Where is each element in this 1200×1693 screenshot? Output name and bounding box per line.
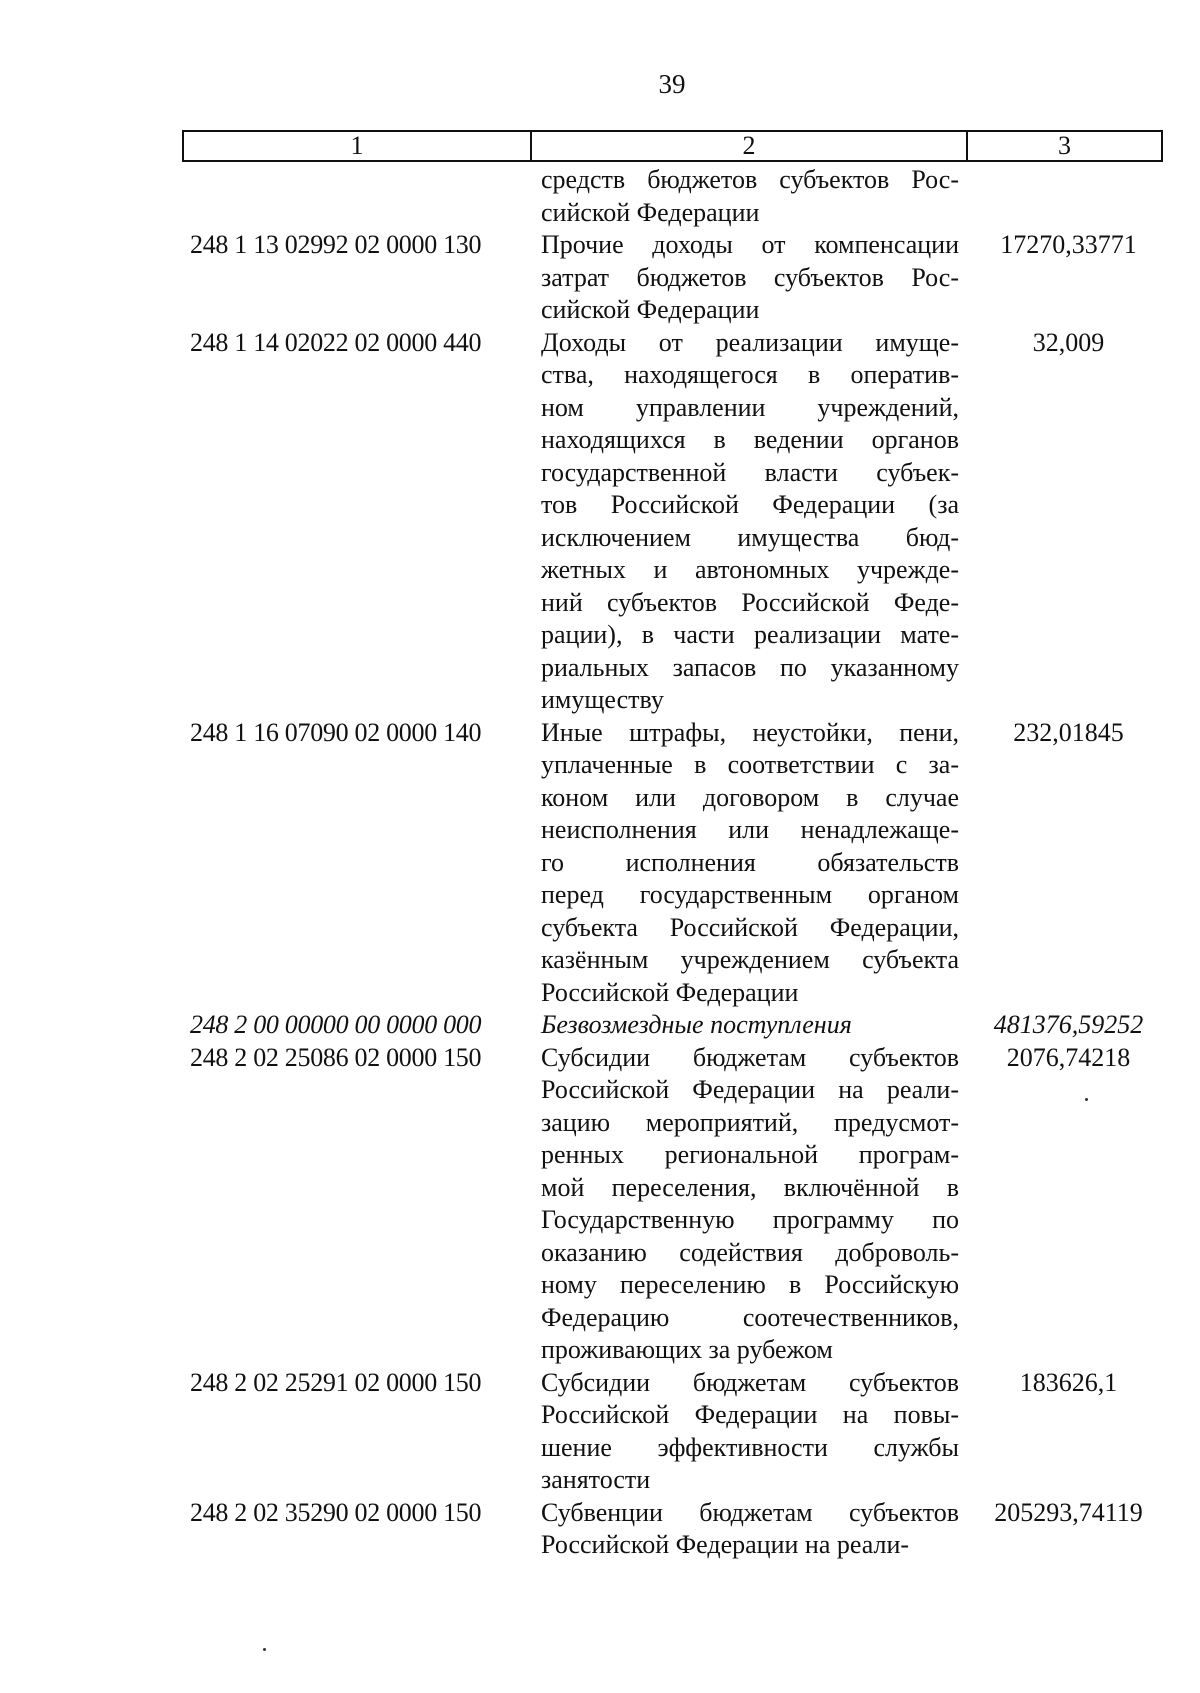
budget-code: 248 1 13 02992 02 0000 130 (190, 230, 482, 259)
description-line: государственной власти субъек- (541, 457, 959, 487)
description-line: коном или договором в случае (541, 782, 959, 812)
table-row (0, 164, 1200, 229)
amount-value: 481376,59252 (993, 1010, 1144, 1039)
description-line: ном управлении учреждений, (541, 392, 959, 422)
amount-value: 205293,74119 (994, 1497, 1143, 1527)
description-line: ний субъектов Российской Феде- (541, 587, 959, 617)
scan-speck (1085, 1098, 1088, 1101)
description-line: Иные штрафы, неустойки, пени, (541, 717, 959, 747)
description-line: зацию мероприятий, предусмот- (541, 1107, 959, 1137)
amount-value: 32,009 (1032, 327, 1105, 357)
page-number: 39 (658, 69, 686, 99)
income-description (541, 1042, 959, 1367)
description-line: Российской Федерации на повы- (541, 1400, 959, 1429)
description-line: Субвенции бюджетам субъектов (541, 1497, 959, 1527)
amount-value: 2076,74218 (1006, 1042, 1131, 1072)
table-row (0, 1367, 1200, 1497)
income-description (541, 164, 959, 229)
income-description (541, 717, 959, 1010)
budget-code: 248 2 00 00000 00 0000 000 (190, 1010, 482, 1039)
table-row (0, 1497, 1200, 1562)
income-description (541, 1497, 959, 1562)
description-line: ренных региональной програм- (541, 1140, 959, 1169)
description-line: субъекта Российской Федерации, (541, 912, 959, 942)
description-line: Субсидии бюджетам субъектов (541, 1042, 959, 1072)
description-line: Доходы от реализации имуще- (541, 327, 959, 357)
table-row (0, 229, 1200, 327)
column-header-2: 2 (532, 132, 968, 160)
description-line: неисполнения или ненадлежаще- (541, 815, 959, 844)
budget-code: 248 1 16 07090 02 0000 140 (190, 717, 482, 747)
description-line: ства, находящегося в оператив- (541, 360, 959, 389)
description-line: Российской Федерации на реали- (541, 1530, 910, 1559)
amount-value: 232,01845 (1013, 717, 1124, 747)
description-line: жетных и автономных учрежде- (541, 555, 959, 584)
income-description (541, 327, 959, 717)
description-line: затрат бюджетов субъектов Рос- (541, 262, 959, 292)
description-line: исключением имущества бюд- (541, 522, 959, 552)
description-line: Федерацию соотечественников, (541, 1302, 959, 1332)
description-line: проживающих за рубежом (541, 1335, 833, 1364)
table-row (0, 1009, 1200, 1042)
table-body (0, 164, 1200, 1562)
table-header (182, 130, 1163, 162)
description-line: находящихся в ведении органов (541, 425, 959, 454)
description-line: ному переселению в Российскую (541, 1270, 959, 1299)
column-header-1: 1 (184, 132, 532, 160)
description-line: казённым учреждением субъекта (541, 945, 959, 974)
table-row (0, 717, 1200, 1010)
table-row (0, 1042, 1200, 1367)
description-line: Безвозмездные поступления (541, 1010, 852, 1039)
description-line: уплаченные в соответствии с за- (541, 750, 959, 779)
description-line: тов Российской Федерации (за (541, 490, 959, 519)
description-line: Российской Федерации (541, 977, 799, 1007)
description-line: го исполнения обязательств (541, 847, 959, 877)
scan-speck (263, 1648, 266, 1651)
budget-code: 248 2 02 25291 02 0000 150 (190, 1367, 482, 1397)
column-header-3: 3 (1058, 131, 1071, 160)
description-line: Государственную программу по (541, 1205, 959, 1234)
description-line: Субсидии бюджетам субъектов (541, 1367, 959, 1397)
description-line: мой переселения, включённой в (541, 1172, 959, 1202)
income-description (541, 1009, 959, 1042)
table-row (0, 327, 1200, 717)
description-line: риальных запасов по указанному (541, 652, 959, 682)
budget-code: 248 1 14 02022 02 0000 440 (190, 327, 482, 357)
amount-value: 17270,33771 (1000, 230, 1137, 259)
description-line: сийской Федерации (541, 295, 760, 324)
description-line: рации), в части реализации мате- (541, 620, 959, 649)
amount-value: 183626,1 (1019, 1367, 1118, 1397)
income-description (541, 229, 959, 327)
income-description (541, 1367, 959, 1497)
description-line: оказанию содействия доброволь- (541, 1237, 959, 1267)
description-line: сийской Федерации (541, 197, 760, 227)
description-line: шение эффективности службы (541, 1432, 959, 1462)
description-line: имуществу (541, 685, 664, 714)
budget-code: 248 2 02 25086 02 0000 150 (190, 1042, 482, 1072)
description-line: занятости (541, 1465, 651, 1494)
description-line: Прочие доходы от компенсации (541, 230, 959, 259)
description-line: Российской Федерации на реали- (541, 1075, 959, 1104)
description-line: перед государственным органом (541, 880, 959, 909)
budget-code: 248 2 02 35290 02 0000 150 (190, 1497, 482, 1527)
description-line: средств бюджетов субъектов Рос- (541, 165, 959, 194)
